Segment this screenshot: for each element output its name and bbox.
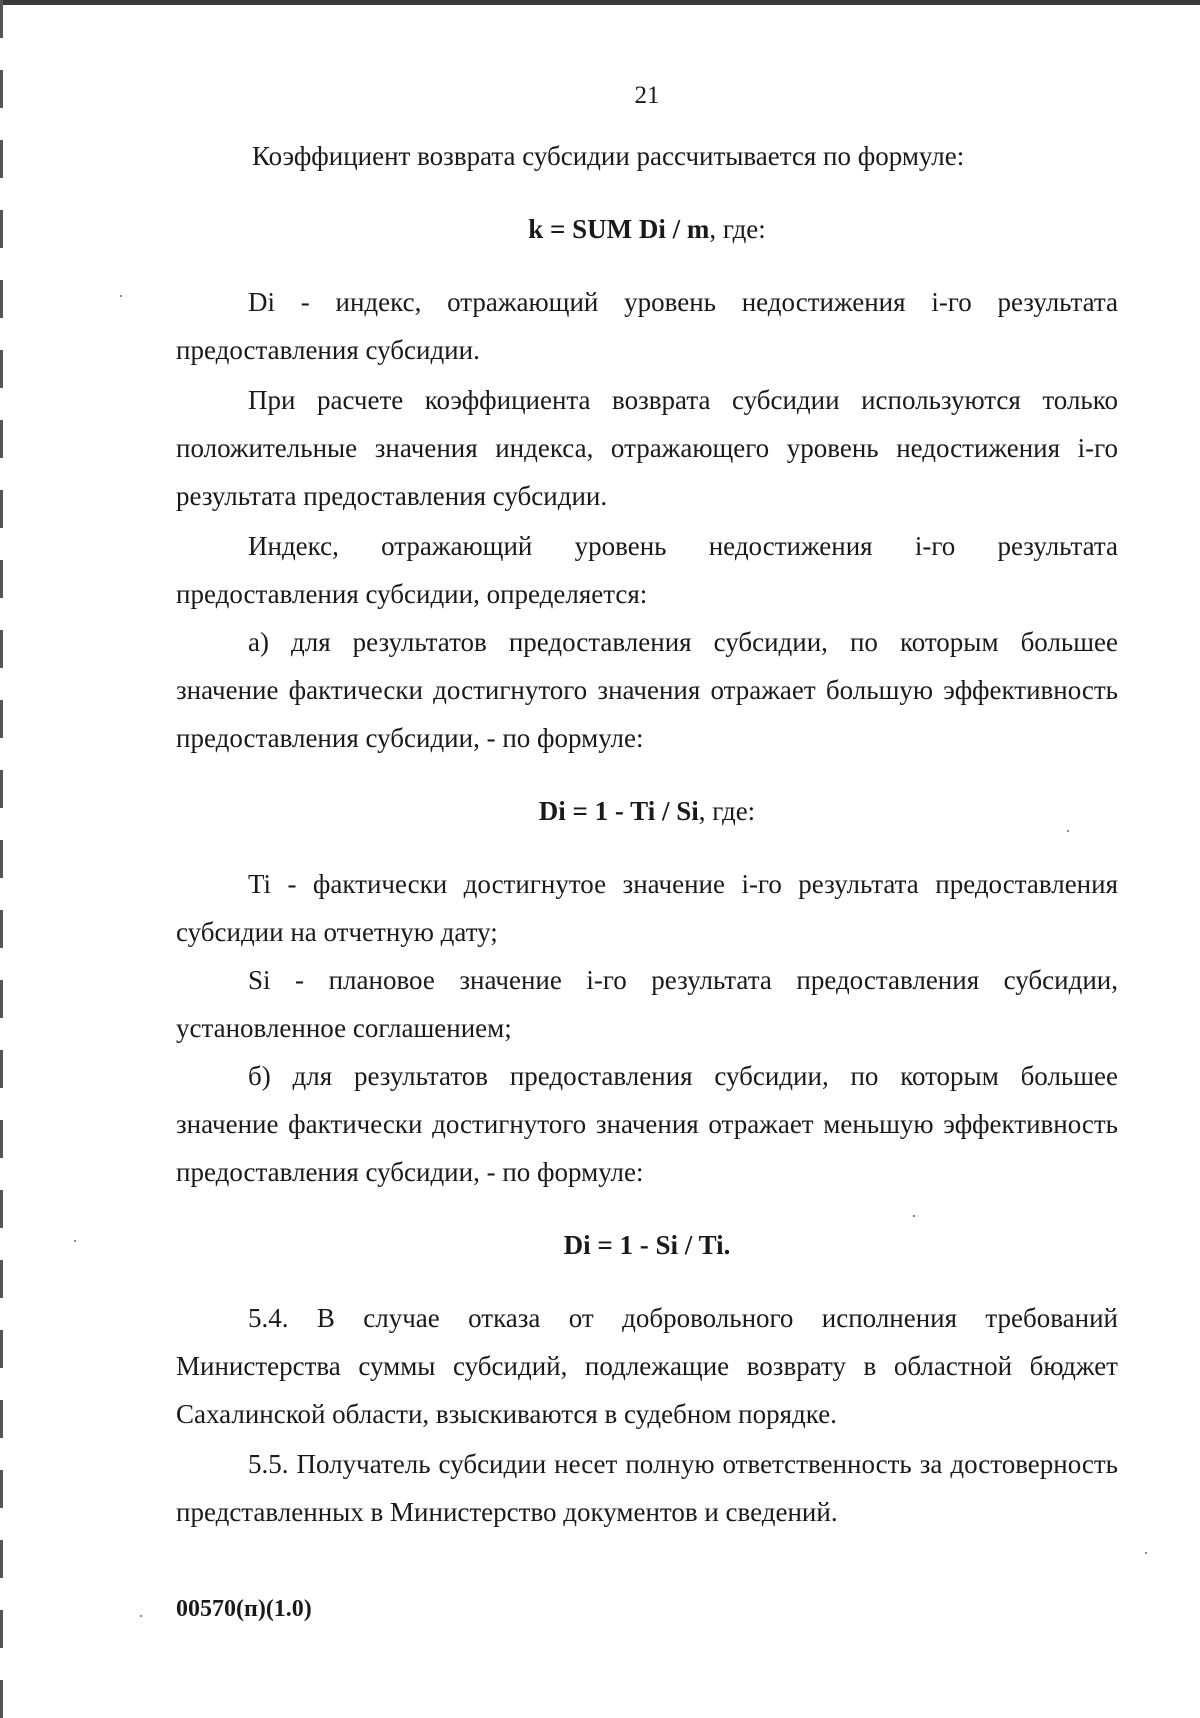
paragraph-5-5: 5.5. Получатель субсидии несет полную ответственность за достоверность представленных в Министерство документов и сведений. <box>176 1449 1118 1527</box>
formula-k-tail: , где: <box>709 214 766 244</box>
paragraph-si-definition: Si - плановое значение i-го результата предоставления субсидии, установленное соглашением; <box>176 965 1118 1043</box>
paragraph-ti-definition: Ti - фактически достигнутое значение i-го результата предоставления субсидии на отчетную дату; <box>176 869 1118 947</box>
scan-top-edge <box>0 0 1200 5</box>
formula-di-b-expression: Di = 1 - Si / Ti. <box>563 1230 731 1260</box>
page-number: 21 <box>634 82 660 109</box>
scan-speck <box>120 295 122 297</box>
scan-speck <box>140 1615 142 1617</box>
paragraph-case-a: а) для результатов предоставления субсидии, по которым большее значение фактически достигнутого значения отражает большую эффективность предоставления субсидии, - по формуле: <box>176 627 1118 753</box>
formula-k <box>176 205 1118 253</box>
formula-k-expression: k = SUM Di / m <box>528 214 710 244</box>
paragraph-case-b: б) для результатов предоставления субсидии, по которым большее значение фактически достигнутого значения отражает меньшую эффективность предоставления субсидии, - по формуле: <box>176 1061 1118 1187</box>
formula-di-b <box>176 1221 1118 1269</box>
paragraph-di-definition: Di - индекс, отражающий уровень недостижения i-го результата предоставления субсидии. <box>176 287 1118 365</box>
formula-di-a-tail: , где: <box>698 796 756 826</box>
paragraph-5-4: 5.4. В случае отказа от добровольного исполнения требований Министерства суммы субсидий, подлежащие возврату в областной бюджет Сахалинской области, взыскиваются в судебном порядке. <box>176 1303 1118 1429</box>
paragraph-positive-values: При расчете коэффициента возврата субсидии используются только положительные значения индекса, отражающего уровень недостижения i-го результата предоставления субсидии. <box>176 385 1118 511</box>
paragraph-formula-intro: Коэффициент возврата субсидии рассчитывается по формуле: <box>252 141 965 171</box>
scan-speck <box>1067 830 1069 832</box>
section-text <box>176 132 1118 1536</box>
document-code: 00570(п)(1.0) <box>176 1596 312 1622</box>
scan-speck <box>74 1240 76 1242</box>
scan-left-edge <box>0 0 3 1718</box>
formula-di-a <box>176 787 1118 835</box>
scan-speck <box>1145 1552 1147 1554</box>
scan-speck <box>913 1215 915 1217</box>
paragraph-index-determined: Индекс, отражающий уровень недостижения i-го результата предоставления субсидии, определяется: <box>176 531 1118 609</box>
formula-di-a-expression: Di = 1 - Ti / Si <box>538 796 699 826</box>
